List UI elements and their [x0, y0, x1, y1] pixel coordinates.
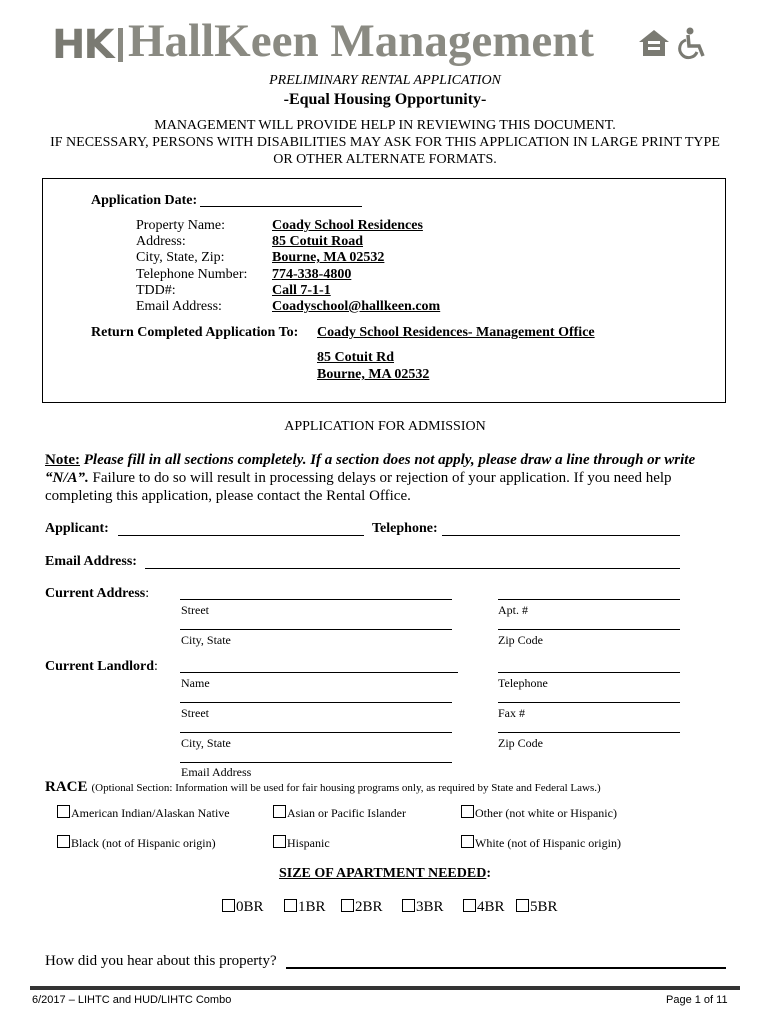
apt-caption: Apt. #	[498, 603, 528, 617]
landlord-label: Current Landlord:	[45, 659, 158, 674]
landlord-fax-caption: Fax #	[498, 706, 525, 720]
logo-name: HallKeen Management	[128, 15, 595, 67]
race-option-label: American Indian/Alaskan Native	[71, 806, 230, 820]
checkbox[interactable]	[222, 899, 235, 912]
street-field[interactable]	[180, 586, 452, 600]
checkbox[interactable]	[57, 835, 70, 848]
landlord-telephone-field[interactable]	[498, 659, 680, 673]
race-option-asian[interactable]	[273, 805, 406, 821]
help-line: IF NECESSARY, PERSONS WITH DISABILITIES MAY ASK FOR THIS APPLICATION IN LARGE PRINT TYPE	[50, 135, 720, 150]
application-date-field[interactable]	[200, 194, 362, 207]
footer-page-number: Page 1 of 11	[666, 994, 728, 1006]
race-label: RACE	[45, 779, 88, 795]
size-label: 3BR	[416, 899, 444, 915]
admission-heading: APPLICATION FOR ADMISSION	[284, 419, 486, 434]
tdd-label: TDD#:	[136, 283, 176, 298]
apartment-size-colon: :	[486, 866, 491, 881]
note-label: Note:	[45, 452, 80, 468]
current-address-label: Current Address:	[45, 586, 150, 601]
footer-version: 6/2017 – LIHTC and HUD/LIHTC Combo	[32, 994, 232, 1006]
landlord-street-field[interactable]	[180, 689, 452, 703]
hear-field[interactable]	[286, 952, 726, 969]
checkbox[interactable]	[273, 835, 286, 848]
city-state-caption: City, State	[181, 633, 231, 647]
landlord-zip-field[interactable]	[498, 719, 680, 733]
size-5br[interactable]	[516, 899, 558, 916]
race-note: (Optional Section: Information will be used for fair housing programs only, as required by State and Federal Laws.)	[91, 782, 601, 794]
landlord-zip-caption: Zip Code	[498, 736, 543, 750]
zip-caption: Zip Code	[498, 633, 543, 647]
telephone-value: 774-338-4800	[272, 267, 352, 282]
landlord-name-caption: Name	[181, 676, 210, 690]
race-option-other[interactable]	[461, 805, 617, 821]
checkbox[interactable]	[402, 899, 415, 912]
size-label: 2BR	[355, 899, 383, 915]
zip-field[interactable]	[498, 616, 680, 630]
checkbox[interactable]	[57, 805, 70, 818]
tdd-value: Call 7-1-1	[272, 283, 331, 298]
applicant-telephone-label: Telephone:	[372, 521, 438, 536]
race-option-label: Black (not of Hispanic origin)	[71, 836, 216, 850]
checkbox[interactable]	[516, 899, 529, 912]
applicant-field[interactable]	[118, 521, 364, 536]
property-name-value: Coady School Residences	[272, 218, 423, 233]
current-address-text: Current Address	[45, 586, 146, 601]
size-1br[interactable]	[284, 899, 326, 916]
landlord-text: Current Landlord	[45, 659, 155, 674]
help-line: OR OTHER ALTERNATE FORMATS.	[273, 152, 497, 167]
race-option-label: Other (not white or Hispanic)	[475, 806, 617, 820]
application-date-label: Application Date:	[91, 193, 198, 208]
hear-question: How did you hear about this property?	[45, 953, 277, 969]
checkbox[interactable]	[461, 835, 474, 848]
race-heading	[45, 778, 601, 796]
race-option-black[interactable]	[57, 835, 216, 851]
note-rest: Failure to do so will result in processing delays or rejection of your application. If you need help completing this application, please contact the Rental Office.	[45, 470, 672, 504]
return-street: 85 Cotuit Rd	[317, 350, 395, 365]
landlord-email-field[interactable]	[180, 749, 452, 763]
return-city: Bourne, MA 02532	[317, 367, 430, 382]
landlord-city-field[interactable]	[180, 719, 452, 733]
checkbox[interactable]	[341, 899, 354, 912]
landlord-fax-field[interactable]	[498, 689, 680, 703]
return-label: Return Completed Application To:	[91, 325, 299, 340]
race-option-label: White (not of Hispanic origin)	[475, 836, 621, 850]
header-icons	[637, 26, 717, 65]
footer-divider	[30, 986, 740, 990]
size-label: 5BR	[530, 899, 558, 915]
race-option-american-indian[interactable]	[57, 805, 230, 821]
landlord-email-caption: Email Address	[181, 765, 252, 779]
apartment-size-heading	[0, 866, 770, 882]
race-option-label: Hispanic	[287, 836, 330, 850]
note-italic: Please fill in all sections completely. If a section does not apply, please draw a line through or write “N/A”.	[45, 452, 696, 486]
landlord-street-caption: Street	[181, 706, 209, 720]
checkbox[interactable]	[273, 805, 286, 818]
logo-divider	[118, 28, 123, 62]
checkbox[interactable]	[461, 805, 474, 818]
property-name-label: Property Name:	[136, 218, 226, 233]
size-label: 0BR	[236, 899, 264, 915]
checkbox[interactable]	[284, 899, 297, 912]
applicant-email-label: Email Address:	[45, 554, 137, 569]
telephone-label: Telephone Number:	[136, 267, 248, 282]
city-label: City, State, Zip:	[136, 250, 225, 265]
landlord-telephone-caption: Telephone	[498, 676, 548, 690]
wheelchair-icon	[680, 28, 703, 58]
street-caption: Street	[181, 603, 209, 617]
city-value: Bourne, MA 02532	[272, 250, 385, 265]
race-option-label: Asian or Pacific Islander	[287, 806, 406, 820]
size-label: 4BR	[477, 899, 505, 915]
applicant-label: Applicant:	[45, 521, 109, 536]
size-2br[interactable]	[341, 899, 383, 916]
return-office: Coady School Residences- Management Office	[317, 325, 595, 340]
logo-hk: HK	[52, 22, 113, 68]
size-4br[interactable]	[463, 899, 505, 916]
note-paragraph	[45, 451, 725, 505]
address-label: Address:	[136, 234, 186, 249]
email-value[interactable]: Coadyschool@hallkeen.com	[272, 299, 441, 314]
landlord-city-caption: City, State	[181, 736, 231, 750]
preliminary-title: PRELIMINARY RENTAL APPLICATION	[269, 73, 501, 88]
city-state-field[interactable]	[180, 616, 452, 630]
race-option-white[interactable]	[461, 835, 621, 851]
size-label: 1BR	[298, 899, 326, 915]
size-0br[interactable]	[222, 899, 264, 916]
race-option-hispanic[interactable]	[273, 835, 330, 851]
applicant-telephone-field[interactable]	[442, 521, 680, 536]
equal-housing-title: -Equal Housing Opportunity-	[283, 91, 487, 108]
equal-housing-icon	[637, 26, 717, 60]
help-notice	[0, 117, 770, 168]
email-label: Email Address:	[136, 299, 222, 314]
applicant-email-field[interactable]	[145, 554, 680, 569]
address-value: 85 Cotuit Road	[272, 234, 364, 249]
help-line: MANAGEMENT WILL PROVIDE HELP IN REVIEWING THIS DOCUMENT.	[154, 118, 616, 133]
size-3br[interactable]	[402, 899, 444, 916]
apartment-size-text: SIZE OF APARTMENT NEEDED	[278, 866, 487, 881]
landlord-name-field[interactable]	[180, 659, 458, 673]
apt-field[interactable]	[498, 586, 680, 600]
checkbox[interactable]	[463, 899, 476, 912]
